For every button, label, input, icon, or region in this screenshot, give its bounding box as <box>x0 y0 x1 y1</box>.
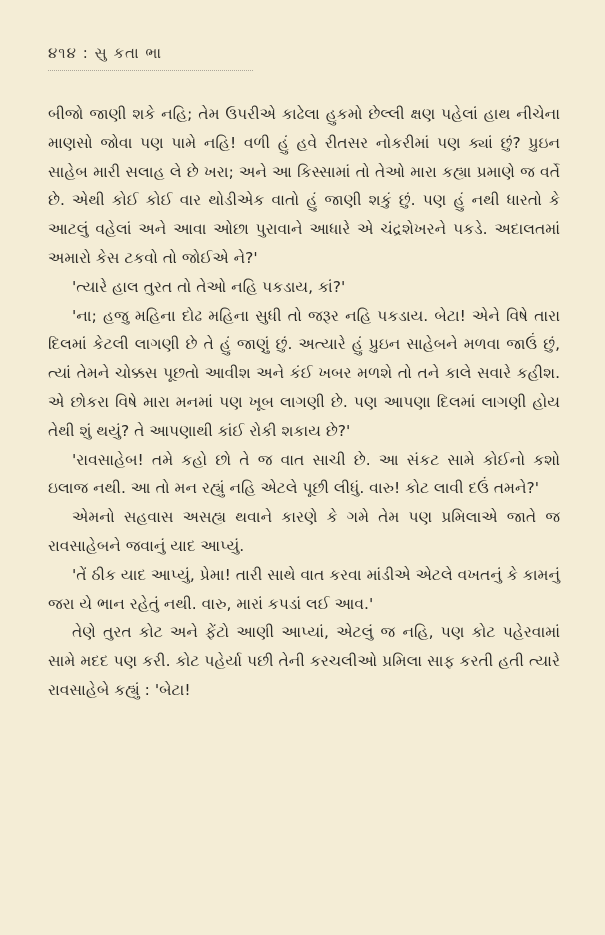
paragraph-4: 'રાવસાહેબ! તમે કહો છો તે જ વાત સાચી છે. આ સંકટ સામે કોઈનો કશો ઇલાજ નથી. આ તો મન રહ્યું નહિ એટલે પૂછી લીધું. વારુ! કોટ લાવી દઉં તમને?' <box>48 450 560 498</box>
paragraph-1: બીજો જાણી શકે નહિ; તેમ ઉપરીએ કાઢેલા હુકમો છેલ્લી ક્ષણ પહેલાં હાથ નીચેના માણસો જોવા પણ પામે નહિ! વળી હું હવે રીતસર નોકરીમાં પણ ક્યાં છું? પ્રુઇન સાહેબ મારી સલાહ લે છે ખરા; અને આ કિસ્સામાં તો તેઓ મારા કહ્યા પ્રમાણે જ વર્તે છે. એથી કોઈ કોઈ વાર થોડીએક વાતો હું જાણી શકું છું. પણ હું નથી ધારતો કે આટલું વહેલાં અને આવા ઓછા પુરાવાને આધારે એ ચંદ્રશેખરને પકડે. અદાલતમાં અમારો કેસ ટકવો તો જોઈએ ને?' <box>48 105 560 267</box>
paragraph-6: 'તેં ઠીક યાદ આપ્યું, પ્રેમા! તારી સાથે વાત કરવા માંડીએ એટલે વખતનું કે કામનું જરા યે ભાન રહેતું નથી. વારુ, મારાં કપડાં લઈ આવ.' <box>48 565 560 613</box>
running-header: ૪૧૪ : સુ કતા ભા <box>48 44 163 62</box>
paragraph-5: એમનો સહવાસ અસહ્ય થવાને કારણે કે ગમે તેમ પણ પ્રમિલાએ જાતે જ રાવસાહેબને જવાનું યાદ આપ્યું. <box>48 508 560 555</box>
header-underline <box>48 67 253 71</box>
body-text <box>48 100 560 705</box>
paragraph-7: તેણે તુરત કોટ અને ફેંટો આણી આપ્યાં, એટલું જ નહિ, પણ કોટ પહેરવામાં સામે મદદ પણ કરી. કોટ પહેર્યા પછી તેની કરચલીઓ પ્રમિલા સાફ કરતી હતી ત્યારે રાવસાહેબે કહ્યું : 'બેટા! <box>48 623 560 699</box>
paragraph-2: 'ત્યારે હાલ તુરત તો તેઓ નહિ પકડાય, કાં?' <box>72 277 346 296</box>
paragraph-3: 'ના; હજુ મહિના દોઢ મહિના સુધી તો જરૂર નહિ પકડાય. બેટા! એને વિષે તારા દિલમાં કેટલી લાગણી છે તે હું જાણું છું. અત્યારે હું પ્રુઇન સાહેબને મળવા જાઉં છું, ત્યાં તેમને ચોક્કસ પૂછતો આવીશ અને કંઈ ખબર મળશે તો તને કાલે સવારે કહીશ. એ છોકરા વિષે મારા મનમાં પણ ખૂબ લાગણી છે. પણ આપણા દિલમાં લાગણી હોય તેથી શું થયું? તે આપણાથી કાંઈ રોકી શકાય છે?' <box>48 306 560 440</box>
